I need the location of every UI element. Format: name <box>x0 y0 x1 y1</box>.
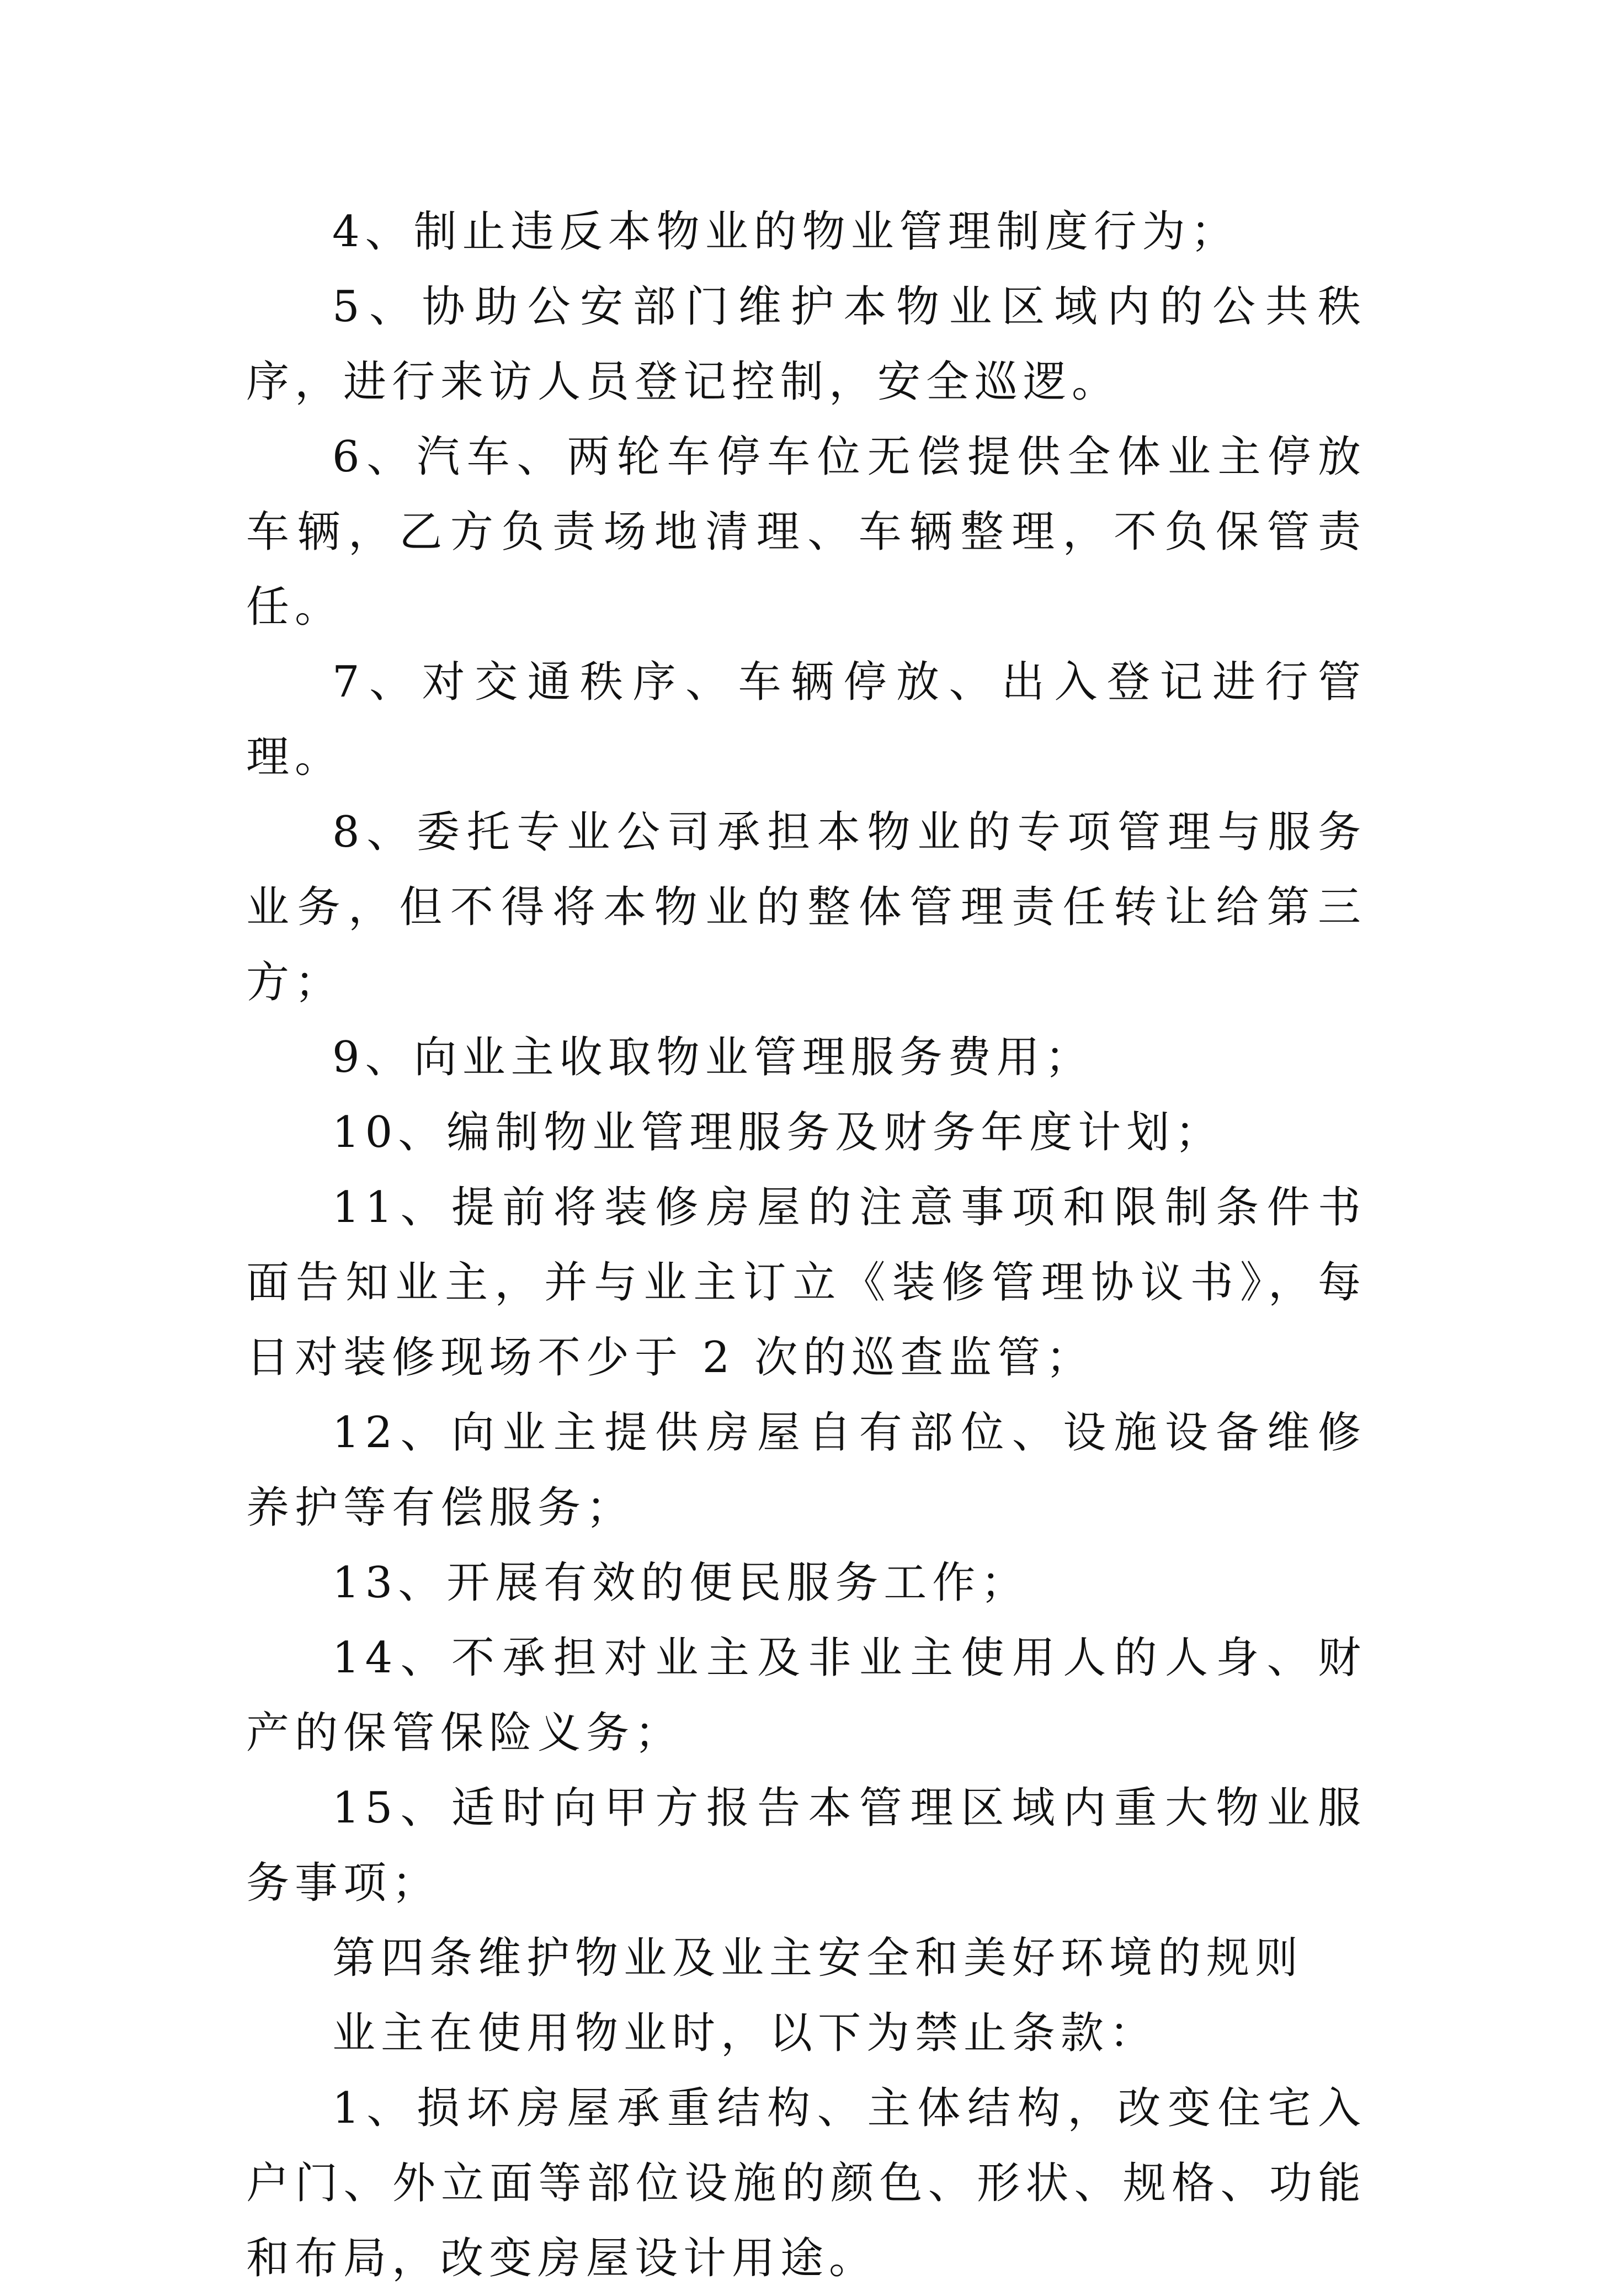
paragraph-item-7: 7、对交通秩序、车辆停放、出入登记进行管理。 <box>246 657 1366 782</box>
paragraph-item-15: 15、适时向甲方报告本管理区域内重大物业服务事项； <box>246 1783 1366 1908</box>
prohibition-item-1: 1、损坏房屋承重结构、主体结构，改变住宅入户门、外立面等部位设施的颜色、形状、规格、功能和布局，改变房屋设计用途。 <box>246 2084 1366 2283</box>
paragraph-item-6: 6、汽车、两轮车停车位无偿提供全体业主停放车辆，乙方负责场地清理、车辆整理，不负保管责任。 <box>246 432 1366 632</box>
paragraph-item-5: 5、协助公安部门维护本物业区域内的公共秩序，进行来访人员登记控制，安全巡逻。 <box>246 282 1366 407</box>
paragraph-item-8: 8、委托专业公司承担本物业的专项管理与服务业务，但不得将本物业的整体管理责任转让给第三方； <box>246 807 1366 1007</box>
paragraph-item-12: 12、向业主提供房屋自有部位、设施设备维修养护等有偿服务； <box>246 1408 1366 1533</box>
paragraph-item-11: 11、提前将装修房屋的注意事项和限制条件书面告知业主，并与业主订立《装修管理协议书》，每日对装修现场不少于 2 次的巡查监管； <box>246 1183 1366 1383</box>
section-heading: 第四条维护物业及业主安全和美好环境的规则 <box>332 1933 1304 1983</box>
paragraph-item-9: 9、向业主收取物业管理服务费用； <box>332 1033 1094 1082</box>
document-body <box>246 194 1366 2296</box>
paragraph-item-14: 14、不承担对业主及非业主使用人的人身、财产的保管保险义务； <box>246 1633 1366 1758</box>
paragraph-item-4: 4、制止违反本物业的物业管理制度行为； <box>332 207 1239 257</box>
paragraph-item-10: 10、编制物业管理服务及财务年度计划； <box>332 1108 1224 1157</box>
section-intro: 业主在使用物业时，以下为禁止条款： <box>332 2008 1158 2058</box>
paragraph-item-13: 13、开展有效的便民服务工作； <box>332 1558 1030 1608</box>
